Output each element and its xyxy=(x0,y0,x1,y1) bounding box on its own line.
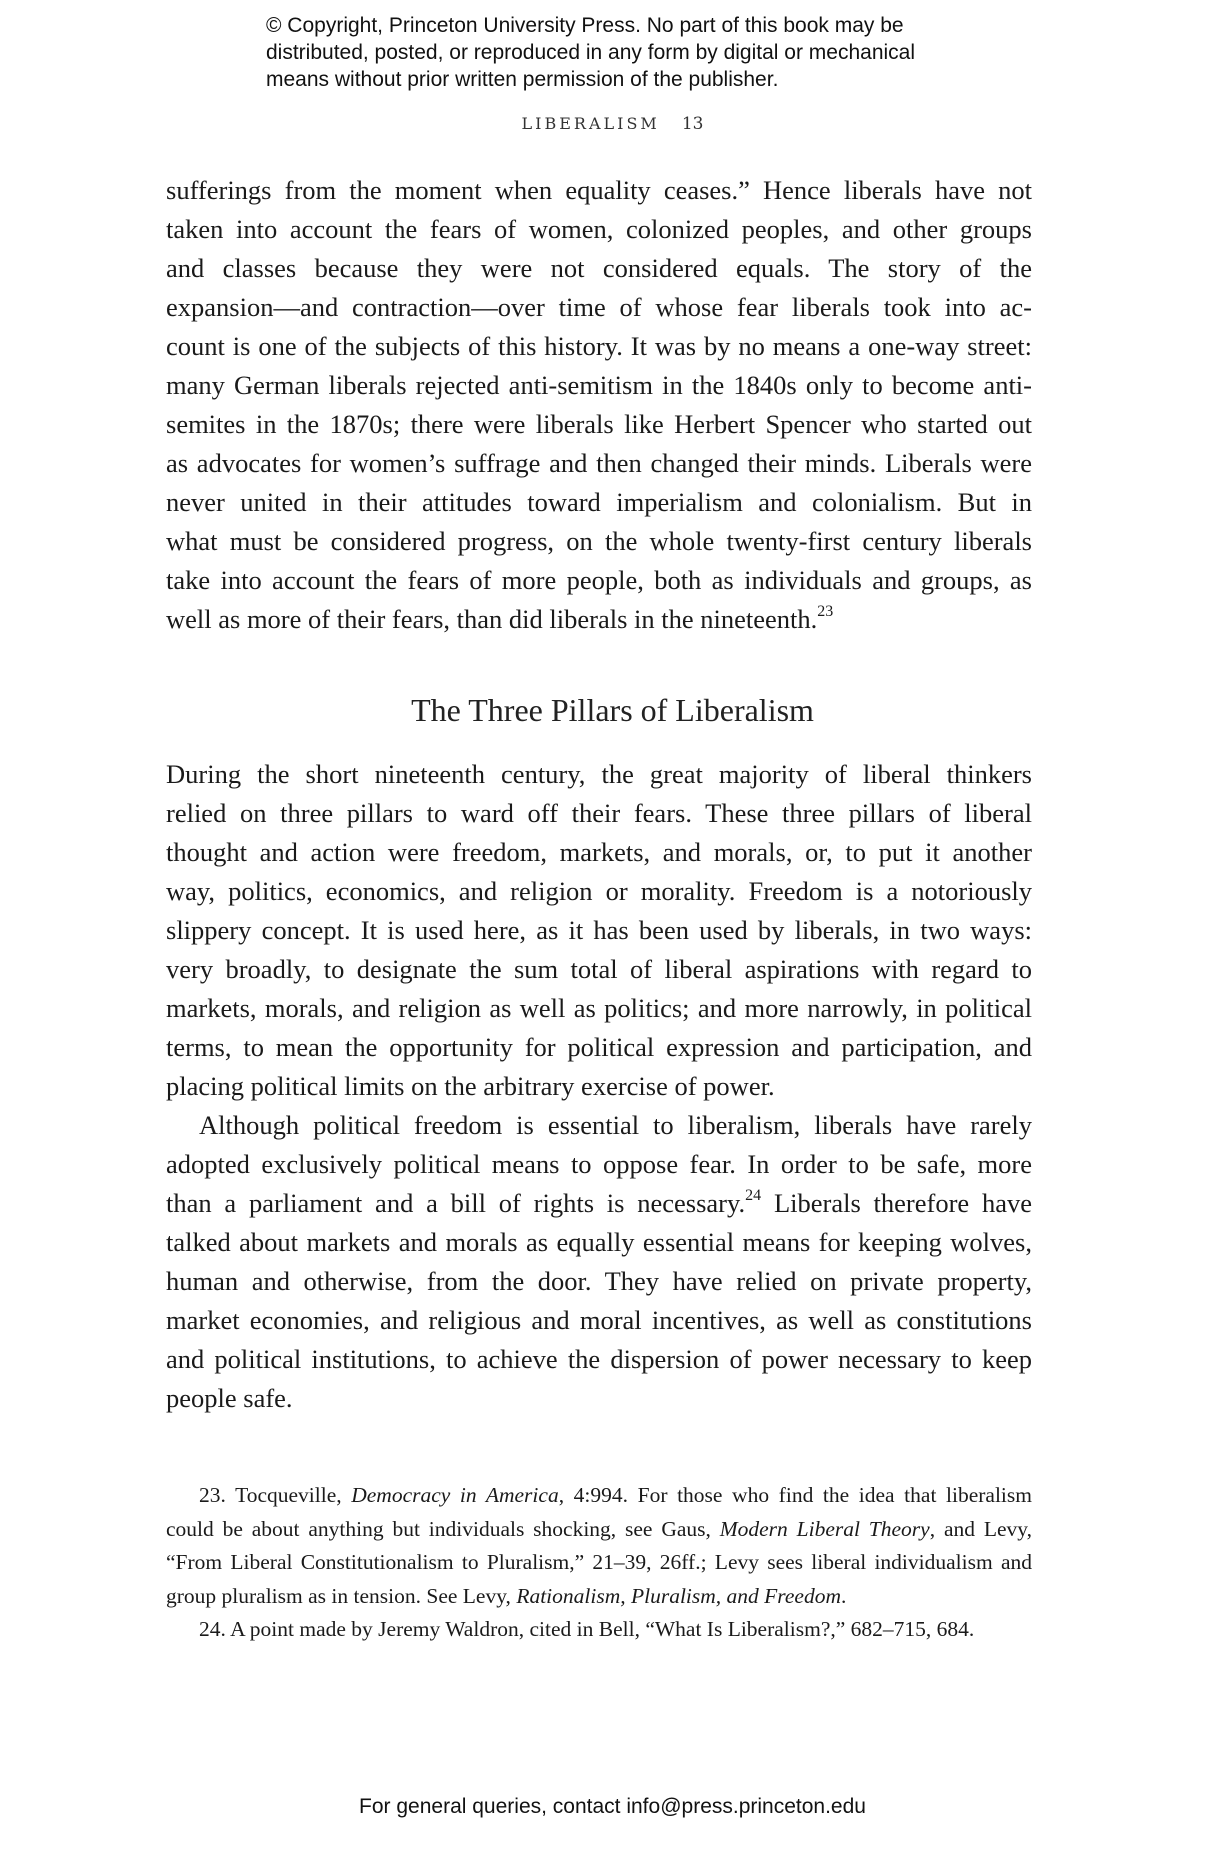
book-title: Democracy in America xyxy=(351,1483,559,1507)
text-line: expansion—and contraction—over time of whose fear liberals took into ac- xyxy=(166,292,1032,322)
footnote-23-line xyxy=(166,1513,1032,1547)
text-line: take into account the fears of more people, both as individuals and groups, as xyxy=(166,565,1032,595)
text-line: as advocates for women’s suffrage and then changed their minds. Liberals were xyxy=(166,448,1032,478)
text-line: human and otherwise, from the door. They have relied on private property, xyxy=(166,1266,1032,1296)
footnote-23-line xyxy=(166,1479,1032,1513)
footnote-ref-24[interactable]: 24 xyxy=(745,1187,762,1204)
text-line: talked about markets and morals as equally essential means for keeping wolves, xyxy=(166,1227,1032,1257)
paragraph-1 xyxy=(166,171,1032,639)
text-line: adopted exclusively political means to oppose fear. In order to be safe, more xyxy=(166,1149,1032,1179)
text-line: thought and action were freedom, markets, and morals, or, to put it another xyxy=(166,837,1032,867)
copyright-line: means without prior written permission of the publisher. xyxy=(266,68,779,91)
text-line: Although political freedom is essential to liberalism, liberals have rarely xyxy=(199,1110,1032,1140)
copyright-line: distributed, posted, or reproduced in any form by digital or mechanical xyxy=(266,41,916,64)
text-line: and classes because they were not considered equals. The story of the xyxy=(166,253,1032,283)
running-head-title: LIBERALISM xyxy=(521,114,660,133)
text-line: slippery concept. It is used here, as it has been used by liberals, in two ways: xyxy=(166,915,1032,945)
footer-contact: For general queries, contact info@press.princeton.edu xyxy=(359,1795,866,1818)
text-run: than a parliament and a bill of rights is necessary. xyxy=(166,1188,746,1218)
paragraph-2 xyxy=(166,755,1032,1106)
text-line xyxy=(166,600,1032,639)
text-run: well as more of their fears, than did liberals in the nineteenth. xyxy=(166,604,818,634)
text-run: could be about anything but individuals shocking, see Gaus, xyxy=(166,1516,720,1541)
section-heading: The Three Pillars of Liberalism xyxy=(411,692,814,728)
footnote-23-line: “From Liberal Constitutionalism to Pluralism,” 21–39, 26ff.; Levy sees liberal individualism and xyxy=(166,1550,1032,1574)
footnote-24: 24. A point made by Jeremy Waldron, cited in Bell, “What Is Liberalism?,” 682–715, 684. xyxy=(199,1617,975,1641)
text-run: , and Levy, xyxy=(929,1516,1032,1541)
text-line: During the short nineteenth century, the great majority of liberal thinkers xyxy=(166,759,1032,789)
text-line: taken into account the fears of women, colonized peoples, and other groups xyxy=(166,214,1032,244)
footnote-23-line xyxy=(166,1580,1032,1614)
text-run: 23. Tocqueville, xyxy=(199,1483,352,1507)
text-line: way, politics, economics, and religion or morality. Freedom is a notoriously xyxy=(166,876,1032,906)
footnote-ref-23[interactable]: 23 xyxy=(817,603,834,620)
book-title: Modern Liberal Theory xyxy=(719,1516,930,1541)
copyright-notice xyxy=(266,12,1026,93)
text-line xyxy=(166,1184,1032,1223)
text-run: Liberals therefore have xyxy=(761,1188,1032,1218)
running-head xyxy=(0,114,1225,134)
text-line: terms, to mean the opportunity for political expression and participation, and xyxy=(166,1032,1032,1062)
text-line: never united in their attitudes toward imperialism and colonialism. But in xyxy=(166,487,1032,517)
text-line: markets, morals, and religion as well as politics; and more narrowly, in political xyxy=(166,993,1032,1023)
text-line: many German liberals rejected anti-semitism in the 1840s only to become anti- xyxy=(166,370,1032,400)
text-line: sufferings from the moment when equality ceases.” Hence liberals have not xyxy=(166,175,1032,205)
text-run: group pluralism as in tension. See Levy, xyxy=(166,1583,517,1608)
text-line: semites in the 1870s; there were liberals like Herbert Spencer who started out xyxy=(166,409,1032,439)
text-run: . xyxy=(841,1583,847,1608)
paragraph-3 xyxy=(166,1106,1032,1418)
page-number: 13 xyxy=(681,114,704,134)
text-line: count is one of the subjects of this history. It was by no means a one-way street: xyxy=(166,331,1032,361)
footnotes xyxy=(166,1479,1032,1647)
text-line: what must be considered progress, on the whole twenty-first century liberals xyxy=(166,526,1032,556)
text-line: people safe. xyxy=(166,1383,293,1413)
text-run: , 4:994. For those who find the idea that liberalism xyxy=(558,1483,1032,1507)
text-line: and political institutions, to achieve the dispersion of power necessary to keep xyxy=(166,1344,1032,1374)
text-line: placing political limits on the arbitrary exercise of power. xyxy=(166,1071,775,1101)
text-line: very broadly, to designate the sum total of liberal aspirations with regard to xyxy=(166,954,1032,984)
copyright-line: © Copyright, Princeton University Press. No part of this book may be xyxy=(266,14,904,37)
text-line: relied on three pillars to ward off their fears. These three pillars of liberal xyxy=(166,798,1032,828)
text-line: market economies, and religious and moral incentives, as well as constitutions xyxy=(166,1305,1032,1335)
book-title: Rationalism, Pluralism, and Freedom xyxy=(516,1583,841,1608)
